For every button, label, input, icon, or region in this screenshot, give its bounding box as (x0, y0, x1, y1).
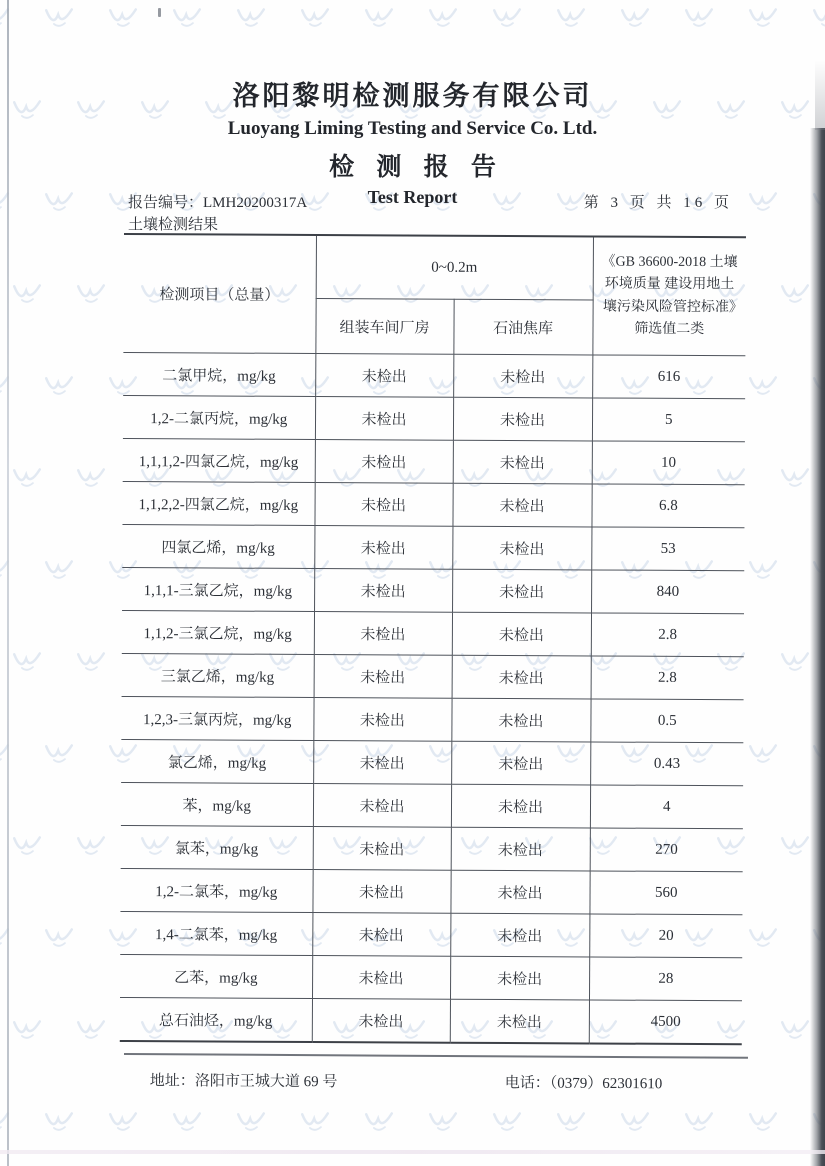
result-coke-depot: 未检出 (451, 741, 590, 785)
watermark-logo-icon (42, 926, 76, 955)
report-number-label: 报告编号： (128, 195, 204, 211)
footer-address (150, 1069, 338, 1091)
watermark-logo-icon (746, 558, 780, 587)
watermark-logo-icon (0, 374, 12, 403)
screening-value: 2.8 (591, 613, 744, 657)
table-row (122, 481, 744, 527)
scan-speck-artifact (158, 8, 161, 17)
watermark-logo-icon (618, 6, 652, 35)
screening-value: 270 (590, 828, 743, 872)
report-number (128, 191, 307, 212)
footer-phone (505, 1071, 663, 1093)
footer-phone-label: 电话： (504, 1075, 550, 1092)
scan-bottom-edge-artifact (0, 1150, 825, 1154)
watermark-logo-icon (362, 6, 396, 35)
result-coke-depot: 未检出 (451, 827, 590, 871)
table-row (122, 610, 744, 656)
column-header-standard: 《GB 36600-2018 土壤环境质量 建设用地土壤污染风险管控标准》筛选值二类 (592, 236, 746, 355)
watermark-logo-icon (10, 1018, 44, 1047)
analyte-name: 苯，mg/kg (121, 782, 313, 826)
report-header (0, 74, 825, 208)
footer-contact-row (124, 1069, 748, 1093)
report-title-cn: 检 测 报 告 (329, 154, 504, 181)
report-meta-row (128, 191, 733, 212)
watermark-logo-icon (42, 558, 76, 587)
analyte-name: 三氯乙烯，mg/kg (122, 653, 314, 697)
watermark-logo-icon (810, 6, 825, 35)
watermark-logo-icon (746, 1110, 780, 1139)
watermark-logo-icon (0, 6, 12, 35)
watermark-logo-icon (10, 650, 44, 679)
analyte-name: 1,2-二氯丙烷，mg/kg (123, 395, 315, 439)
screening-value: 4500 (589, 1000, 742, 1044)
result-workshop: 未检出 (313, 697, 451, 741)
result-coke-depot: 未检出 (450, 913, 589, 957)
watermark-logo-icon (618, 1110, 652, 1139)
footer-phone-value: （0379）62301610 (549, 1075, 663, 1093)
watermark-logo-icon (554, 6, 588, 35)
footer-address-label: 地址： (149, 1073, 195, 1090)
analyte-name: 1,1,1,2-四氯乙烷，mg/kg (123, 438, 315, 482)
watermark-logo-icon (778, 650, 812, 679)
screening-value: 4 (590, 785, 743, 829)
report-footer (124, 1053, 748, 1093)
result-workshop: 未检出 (312, 998, 450, 1042)
result-coke-depot: 未检出 (452, 655, 591, 699)
scan-right-edge-shadow-top (815, 60, 825, 130)
result-coke-depot: 未检出 (453, 354, 592, 398)
watermark-logo-icon (74, 650, 108, 679)
watermark-logo-icon (106, 1110, 140, 1139)
result-coke-depot: 未检出 (450, 956, 589, 1000)
result-coke-depot: 未检出 (452, 569, 591, 613)
analyte-name: 1,1,1-三氯乙烷，mg/kg (122, 567, 314, 611)
watermark-logo-icon (778, 1018, 812, 1047)
watermark-logo-icon (0, 926, 12, 955)
result-workshop: 未检出 (314, 612, 452, 656)
results-table-head (123, 234, 746, 356)
results-table-body (120, 352, 746, 1044)
watermark-logo-icon (0, 742, 12, 771)
column-header-coke-depot: 石油焦库 (453, 299, 592, 355)
screening-value: 53 (591, 527, 744, 571)
column-header-workshop: 组装车间厂房 (315, 299, 453, 355)
section-title: 土壤检测结果 (128, 217, 219, 233)
analyte-name: 1,1,2,2-四氯乙烷，mg/kg (122, 481, 314, 525)
result-coke-depot: 未检出 (452, 483, 591, 527)
watermark-logo-icon (554, 1110, 588, 1139)
result-coke-depot: 未检出 (451, 784, 590, 828)
report-number-value: LMH20200317A (203, 195, 308, 211)
watermark-logo-icon (42, 374, 76, 403)
result-coke-depot: 未检出 (452, 526, 591, 570)
table-row (120, 954, 742, 1000)
result-coke-depot: 未检出 (453, 440, 592, 484)
table-row (122, 567, 744, 613)
analyte-name: 氯乙烯，mg/kg (121, 739, 313, 783)
result-workshop: 未检出 (314, 569, 452, 613)
watermark-logo-icon (74, 282, 108, 311)
analyte-name: 乙苯，mg/kg (120, 954, 312, 998)
watermark-logo-icon (234, 6, 268, 35)
watermark-logo-icon (42, 6, 76, 35)
watermark-logo-icon (10, 282, 44, 311)
screening-value: 10 (592, 441, 745, 485)
result-coke-depot: 未检出 (450, 999, 589, 1043)
table-row (120, 997, 742, 1044)
table-row (120, 868, 742, 914)
watermark-logo-icon (0, 1110, 12, 1139)
watermark-logo-icon (170, 6, 204, 35)
table-row (121, 782, 743, 828)
column-header-depth: 0~0.2m (316, 235, 593, 300)
result-workshop: 未检出 (315, 397, 453, 441)
watermark-logo-icon (682, 1110, 716, 1139)
watermark-logo-icon (746, 742, 780, 771)
table-header-row-1 (124, 234, 746, 301)
footer-divider (124, 1053, 748, 1059)
analyte-name: 1,4-二氯苯，mg/kg (120, 911, 312, 955)
analyte-name: 氯苯，mg/kg (121, 825, 313, 869)
result-workshop: 未检出 (313, 826, 451, 870)
watermark-logo-icon (426, 1110, 460, 1139)
screening-value: 2.8 (591, 656, 744, 700)
watermark-logo-icon (746, 6, 780, 35)
watermark-logo-icon (490, 1110, 524, 1139)
watermark-logo-icon (682, 6, 716, 35)
company-name-cn: 洛阳黎明检测服务有限公司 (232, 81, 593, 111)
watermark-logo-icon (746, 926, 780, 955)
red-ink-mark (818, 614, 822, 626)
watermark-logo-icon (74, 834, 108, 863)
scan-left-edge-artifact (7, 0, 9, 1166)
company-name-en: Luoyang Liming Testing and Service Co. Ltd. (227, 118, 598, 139)
result-coke-depot: 未检出 (453, 397, 592, 441)
watermark-logo-icon (362, 1110, 396, 1139)
red-ink-mark (818, 602, 822, 610)
table-row (121, 825, 743, 871)
watermark-logo-icon (170, 1110, 204, 1139)
screening-value: 6.8 (591, 484, 744, 528)
report-title-en: Test Report (367, 187, 458, 207)
watermark-logo-icon (74, 466, 108, 495)
result-coke-depot: 未检出 (450, 870, 589, 914)
watermark-logo-icon (10, 466, 44, 495)
watermark-logo-icon (234, 1110, 268, 1139)
screening-value: 0.43 (590, 742, 743, 786)
watermark-logo-icon (74, 1018, 108, 1047)
analyte-name: 1,1,2-三氯乙烷，mg/kg (122, 610, 314, 654)
watermark-logo-icon (42, 742, 76, 771)
screening-value: 616 (592, 355, 745, 399)
table-row (121, 696, 743, 742)
watermark-logo-icon (0, 558, 12, 587)
result-coke-depot: 未检出 (451, 698, 590, 742)
result-workshop: 未检出 (312, 869, 450, 913)
results-table-wrap (120, 233, 746, 1045)
result-workshop: 未检出 (313, 783, 451, 827)
table-row (121, 739, 743, 785)
soil-results-table (120, 233, 746, 1045)
analyte-name: 二氯甲烷，mg/kg (123, 352, 315, 396)
result-workshop: 未检出 (315, 440, 453, 484)
footer-address-value: 洛阳市王城大道 69 号 (194, 1073, 338, 1091)
result-workshop: 未检出 (313, 740, 451, 784)
table-row (123, 352, 745, 398)
column-header-item: 检测项目（总量） (123, 234, 316, 354)
analyte-name: 1,2-二氯苯，mg/kg (120, 868, 312, 912)
watermark-logo-icon (298, 1110, 332, 1139)
watermark-logo-icon (298, 6, 332, 35)
analyte-name: 四氯乙烯，mg/kg (122, 524, 314, 568)
watermark-logo-icon (778, 466, 812, 495)
screening-value: 5 (592, 398, 745, 442)
page-indicator: 第 3 页 共 16 页 (583, 195, 733, 211)
watermark-logo-icon (426, 6, 460, 35)
analyte-name: 1,2,3-三氯丙烷，mg/kg (121, 696, 313, 740)
result-workshop: 未检出 (314, 526, 452, 570)
screening-value: 560 (589, 871, 742, 915)
watermark-logo-icon (490, 6, 524, 35)
watermark-logo-icon (106, 6, 140, 35)
red-ink-mark (818, 588, 822, 598)
screening-value: 840 (591, 570, 744, 614)
result-workshop: 未检出 (312, 912, 450, 956)
result-workshop: 未检出 (314, 483, 452, 527)
watermark-logo-icon (746, 374, 780, 403)
result-workshop: 未检出 (314, 654, 452, 698)
watermark-logo-icon (778, 834, 812, 863)
table-row (123, 395, 745, 441)
table-row (120, 911, 742, 957)
watermark-logo-icon (778, 282, 812, 311)
screening-value: 28 (589, 957, 742, 1001)
screening-value: 0.5 (590, 699, 743, 743)
watermark-logo-icon (42, 1110, 76, 1139)
result-workshop: 未检出 (312, 955, 450, 999)
table-row (122, 524, 744, 570)
result-coke-depot: 未检出 (452, 612, 591, 656)
screening-value: 20 (589, 914, 742, 958)
watermark-logo-icon (10, 834, 44, 863)
result-workshop: 未检出 (315, 354, 453, 398)
table-row (122, 653, 744, 699)
analyte-name: 总石油烃，mg/kg (120, 997, 312, 1042)
red-ink-mark (818, 638, 822, 652)
table-row (123, 438, 745, 484)
